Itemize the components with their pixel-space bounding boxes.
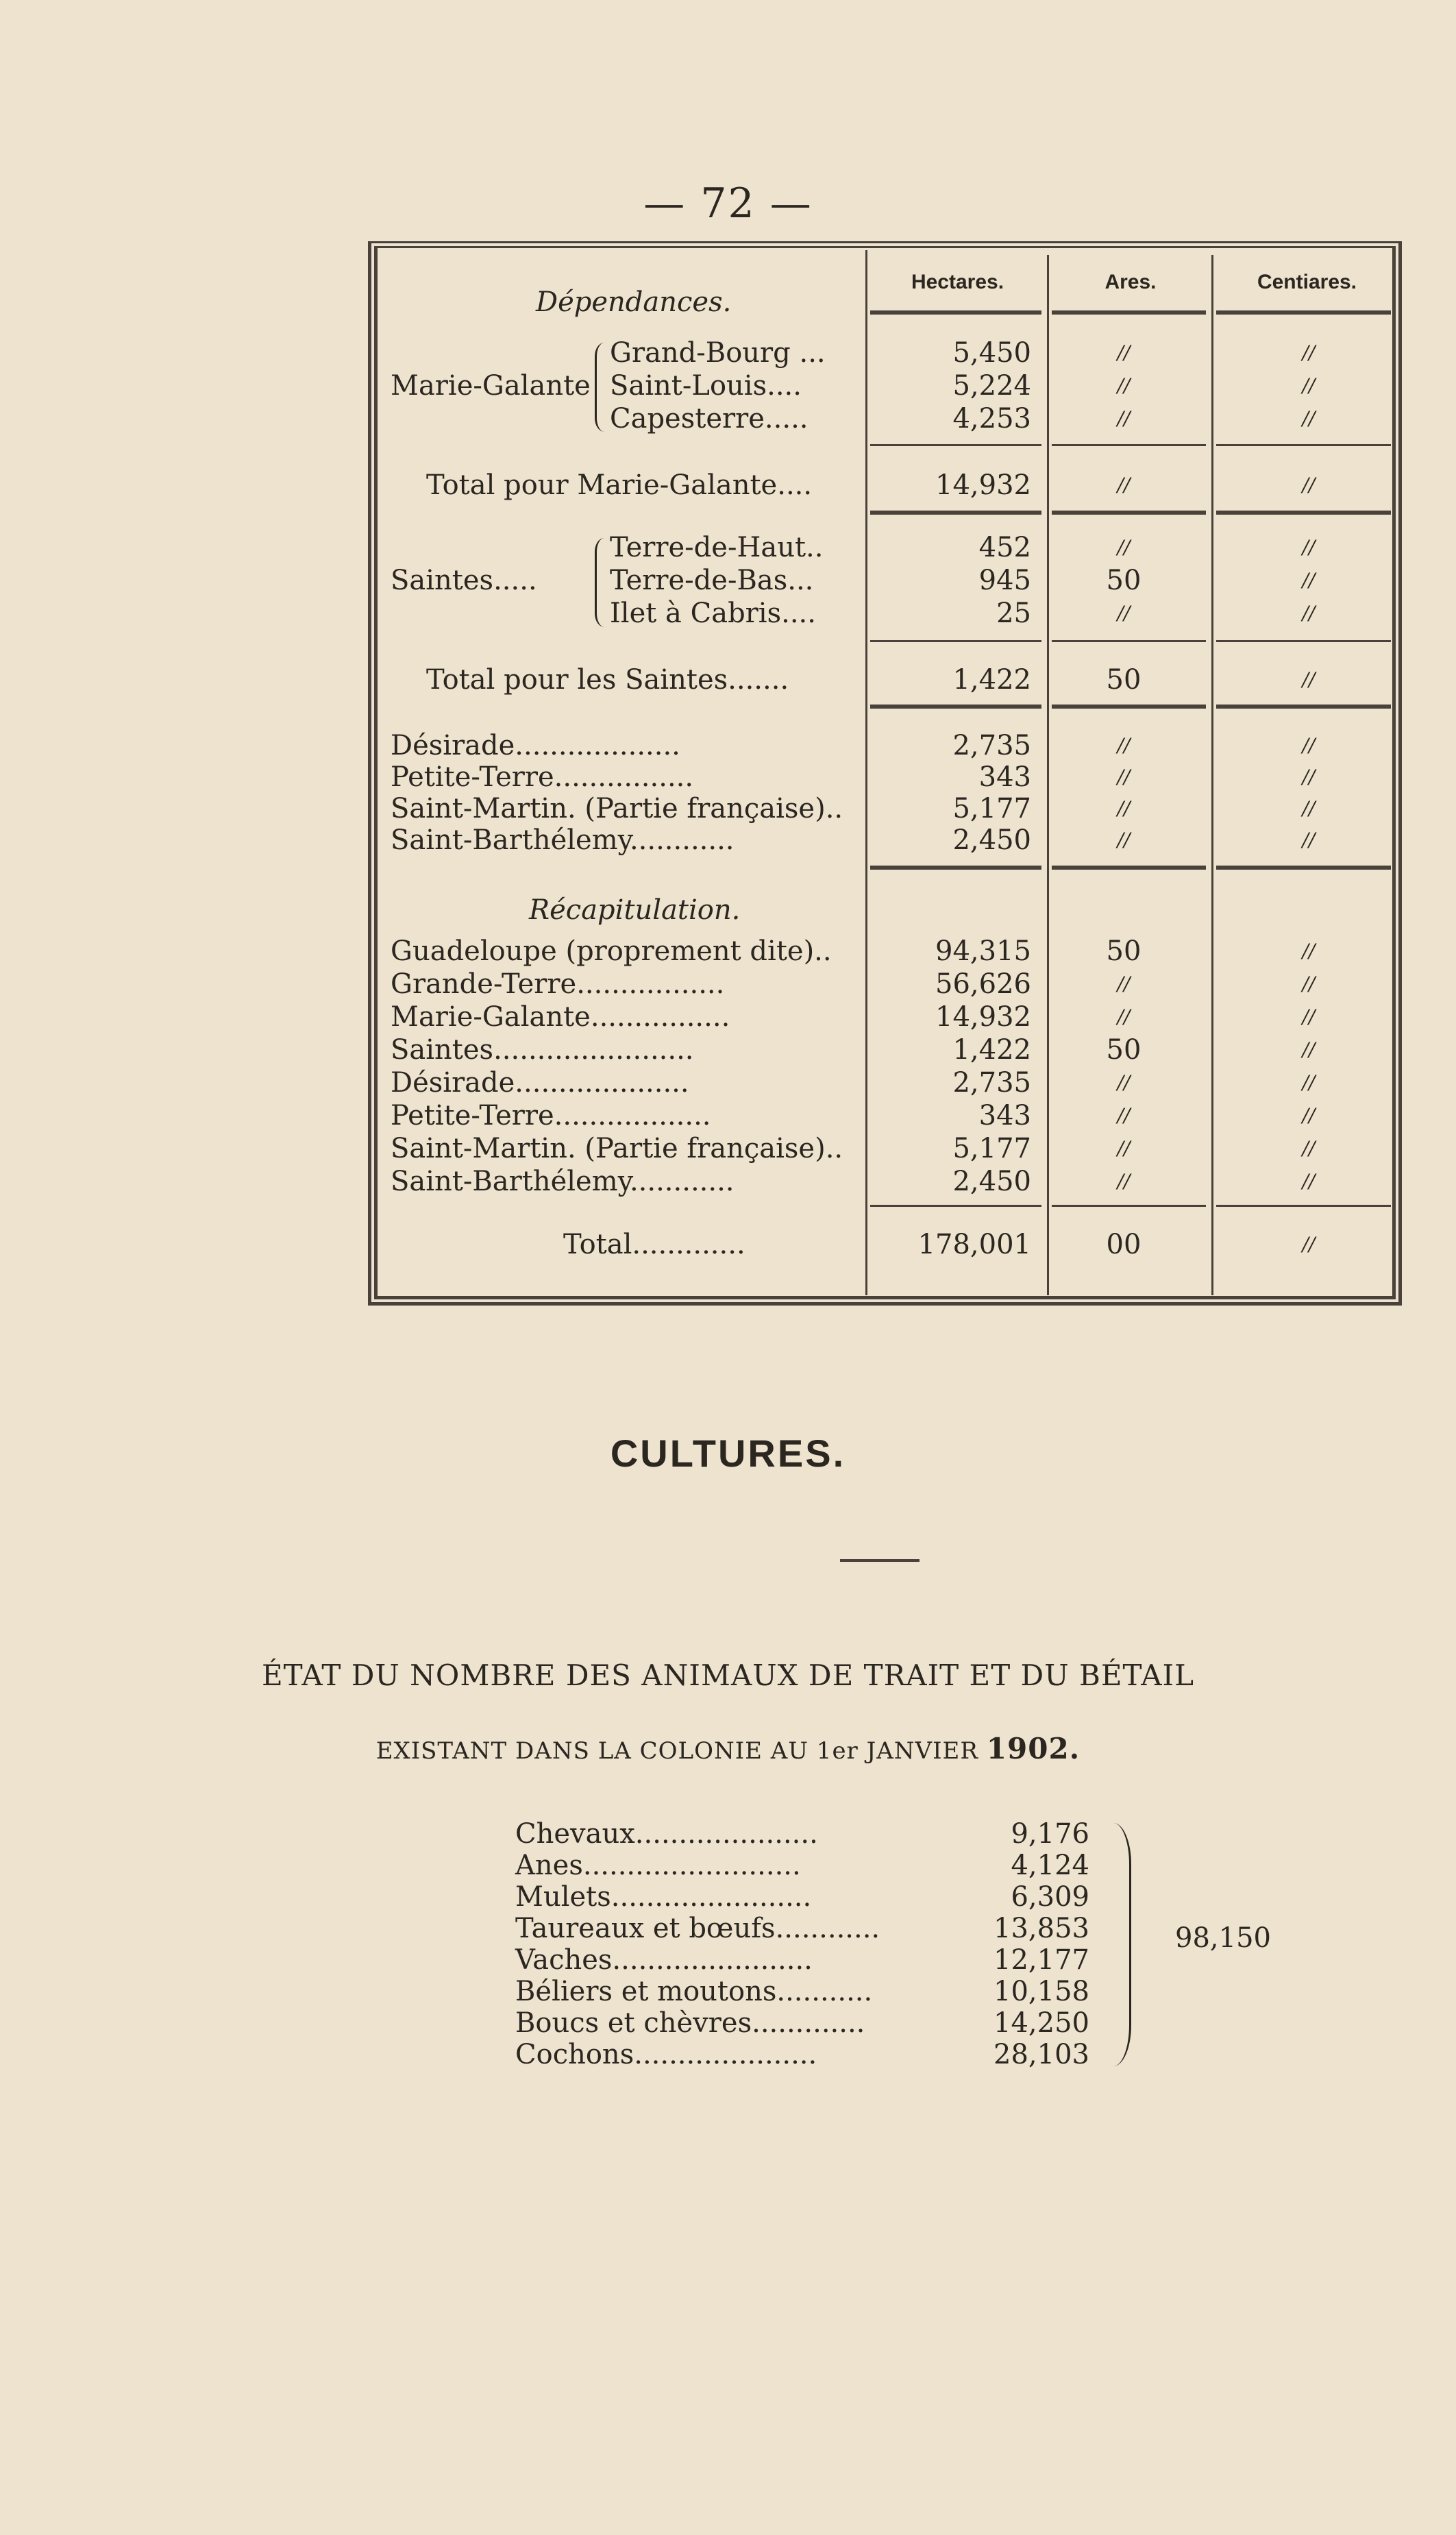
rule	[1052, 511, 1206, 515]
rule	[1052, 640, 1206, 642]
header-centiares: Centiares.	[1257, 271, 1357, 293]
table-row: Désirade................... 2,735 // //	[391, 730, 1316, 761]
rule	[870, 705, 1041, 709]
rule	[1052, 1205, 1206, 1207]
recap-title: Récapitulation.	[529, 894, 741, 926]
table-row: Saintes..... Terre-de-Bas... 945 50 //	[391, 565, 1316, 596]
rule	[870, 1205, 1041, 1207]
table-row: Total pour les Saintes....... 1,422 50 //	[426, 664, 1316, 696]
rule	[1052, 705, 1206, 709]
rule	[1216, 640, 1391, 642]
table-row: Saint-Barthélemy............ 2,450 // //	[391, 824, 1316, 856]
table-row: Désirade.................... 2,735 // //	[391, 1067, 1316, 1099]
table-row: Saint-Barthélemy............ 2,450 // //	[391, 1166, 1316, 1197]
table-row: Guadeloupe (proprement dite).. 94,315 50 //	[391, 935, 1316, 967]
table-row: Petite-Terre................ 343 // //	[391, 761, 1316, 793]
table-row: Grande-Terre................. 56,626 // //	[391, 968, 1316, 1000]
header-rule	[1216, 310, 1391, 315]
state-subtitle: EXISTANT DANS LA COLONIE AU 1er JANVIER 1902.	[375, 1732, 1081, 1765]
section-title-cultures: CULTURES.	[610, 1432, 846, 1475]
table-row: Marie-Galante................ 14,932 // //	[391, 1001, 1316, 1033]
list-item: Boucs et chèvres............. 14,250	[515, 2007, 1089, 2039]
list-item: Cochons..................... 28,103	[515, 2039, 1089, 2070]
header-rule	[1052, 310, 1206, 315]
rule	[870, 640, 1041, 642]
group-label-saintes: Saintes.....	[391, 565, 537, 596]
rule	[870, 444, 1041, 446]
brace	[1102, 1823, 1131, 2066]
header-hectares: Hectares.	[911, 271, 1004, 293]
table-row: Terre-de-Haut.. 452 // //	[610, 532, 1316, 563]
rule	[870, 511, 1041, 515]
list-item: Vaches....................... 12,177	[515, 1944, 1089, 1976]
short-rule	[840, 1559, 920, 1562]
header-ares: Ares.	[1105, 271, 1157, 293]
list-item: Taureaux et bœufs............ 13,853	[515, 1913, 1089, 1944]
rule	[1216, 866, 1391, 870]
table-row: Capesterre..... 4,253 // //	[610, 403, 1316, 434]
table-row: Saint-Martin. (Partie française).. 5,177 // //	[391, 1133, 1316, 1164]
group-label-marie-galante: Marie-Galante	[391, 370, 591, 402]
list-item: Chevaux..................... 9,176	[515, 1818, 1089, 1850]
table-row: Saintes....................... 1,422 50 //	[391, 1034, 1316, 1066]
animals-total: 98,150	[1175, 1922, 1271, 1954]
table-row: Petite-Terre.................. 343 // //	[391, 1100, 1316, 1131]
state-title: ÉTAT DU NOMBRE DES ANIMAUX DE TRAIT ET DU BÉTAIL	[261, 1658, 1195, 1692]
rule	[1052, 444, 1206, 446]
rule	[870, 866, 1041, 870]
table-row: Grand-Bourg ... 5,450 // //	[610, 337, 1316, 369]
brace	[595, 538, 609, 627]
brace	[595, 343, 609, 432]
page-number: — 72 —	[643, 180, 813, 228]
rule	[1052, 866, 1206, 870]
rule	[1216, 444, 1391, 446]
table-row: Total pour Marie-Galante.... 14,932 // //	[426, 469, 1316, 501]
table-row: Marie-Galante Saint-Louis.... 5,224 // //	[391, 370, 1316, 402]
header-rule	[870, 310, 1041, 315]
grand-total-row: Total............. 178,001 00 //	[563, 1229, 1316, 1260]
rule	[1216, 1205, 1391, 1207]
list-item: Béliers et moutons........... 10,158	[515, 1976, 1089, 2007]
list-item: Mulets....................... 6,309	[515, 1881, 1089, 1913]
table-row: Saint-Martin. (Partie française).. 5,177 // //	[391, 793, 1316, 824]
table-row: Ilet à Cabris.... 25 // //	[610, 598, 1316, 629]
rule	[1216, 511, 1391, 515]
header-dependances: Dépendances.	[536, 286, 732, 318]
list-item: Anes......................... 4,124	[515, 1850, 1089, 1881]
rule	[1216, 705, 1391, 709]
